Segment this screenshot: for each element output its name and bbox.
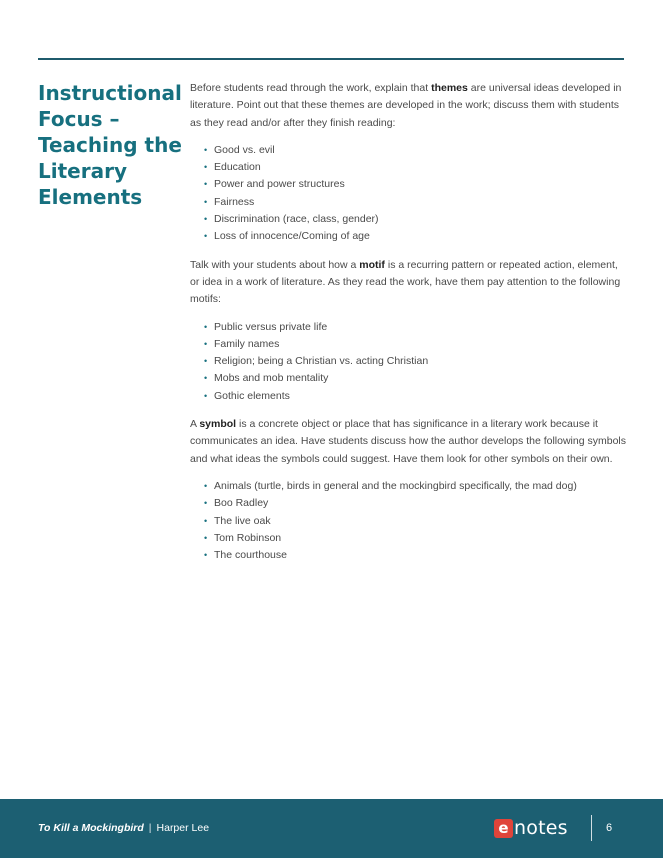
themes-list — [190, 142, 626, 246]
bullet-icon: • — [204, 179, 208, 190]
motifs-term: motif — [359, 258, 385, 271]
list-item: • Animals (turtle, birds in general and the mockingbird specifically, the mad dog) — [204, 478, 626, 495]
list-item: • Public versus private life — [204, 319, 626, 336]
list-item: • Mobs and mob mentality — [204, 370, 626, 387]
list-item: • Power and power structures — [204, 176, 626, 193]
heading-line: Focus – — [38, 107, 120, 131]
themes-term: themes — [431, 82, 468, 94]
list-item: • Religion; being a Christian vs. acting Christian — [204, 353, 626, 370]
bullet-icon: • — [204, 196, 208, 207]
book-title: To Kill a Mockingbird — [38, 822, 144, 834]
list-item: • Education — [204, 159, 626, 176]
list-item: • The courthouse — [204, 547, 626, 564]
author-name: Harper Lee — [156, 822, 210, 834]
list-item: • Boo Radley — [204, 495, 626, 512]
top-rule — [38, 58, 624, 60]
bullet-icon: • — [204, 321, 208, 332]
list-item: • The live oak — [204, 513, 626, 530]
symbols-intro: A symbol is a concrete object or place that has significance in a literary work because it communicates an idea. Have students discuss how the author develops the following symbols and what ideas the symbols could suggest. Have them look for other symbols on their own. — [190, 418, 626, 465]
symbols-list — [190, 478, 626, 564]
list-item: • Fairness — [204, 194, 626, 211]
bullet-icon: • — [204, 550, 208, 561]
list-item: • Tom Robinson — [204, 530, 626, 547]
bullet-icon: • — [204, 144, 208, 155]
heading-line: Teaching the — [38, 133, 182, 157]
enotes-logo-word: notes — [514, 817, 568, 839]
bullet-icon: • — [204, 515, 208, 526]
motifs-list — [190, 319, 626, 405]
bullet-icon: • — [204, 231, 208, 242]
enotes-logo — [494, 817, 568, 839]
symbols-term: symbol — [199, 418, 237, 431]
bullet-icon: • — [204, 532, 208, 543]
page-number: 6 — [606, 822, 613, 834]
enotes-logo-icon: e — [494, 819, 513, 838]
bullet-icon: • — [204, 390, 208, 401]
heading-line: Literary — [38, 159, 127, 183]
list-item: • Discrimination (race, class, gender) — [204, 211, 626, 228]
footer-divider — [591, 815, 592, 841]
list-item: • Family names — [204, 336, 626, 353]
bullet-icon: • — [204, 162, 208, 173]
bullet-icon: • — [204, 214, 208, 225]
list-item: • Loss of innocence/Coming of age — [204, 228, 626, 245]
bullet-icon: • — [204, 338, 208, 349]
section-heading — [38, 80, 183, 210]
list-item: • Gothic elements — [204, 388, 626, 405]
footer-separator: | — [148, 822, 152, 834]
main-content — [190, 80, 626, 575]
bullet-icon: • — [204, 498, 208, 509]
footer-citation — [38, 822, 209, 834]
page-footer — [0, 799, 663, 858]
motifs-intro: Talk with your students about how a motif is a recurring pattern or repeated action, element, or idea in a work of literature. As they read the work, have them pay attention to the following motifs: — [190, 258, 621, 306]
themes-intro: Before students read through the work, explain that themes are universal ideas developed in literature. Point out that these themes are developed in the work; discuss them with students as they read and/or after they finish reading: — [190, 82, 622, 129]
bullet-icon: • — [204, 480, 208, 491]
heading-line: Elements — [38, 185, 143, 209]
heading-line: Instructional — [38, 81, 182, 105]
list-item: • Good vs. evil — [204, 142, 626, 159]
bullet-icon: • — [204, 356, 208, 367]
bullet-icon: • — [204, 373, 208, 384]
